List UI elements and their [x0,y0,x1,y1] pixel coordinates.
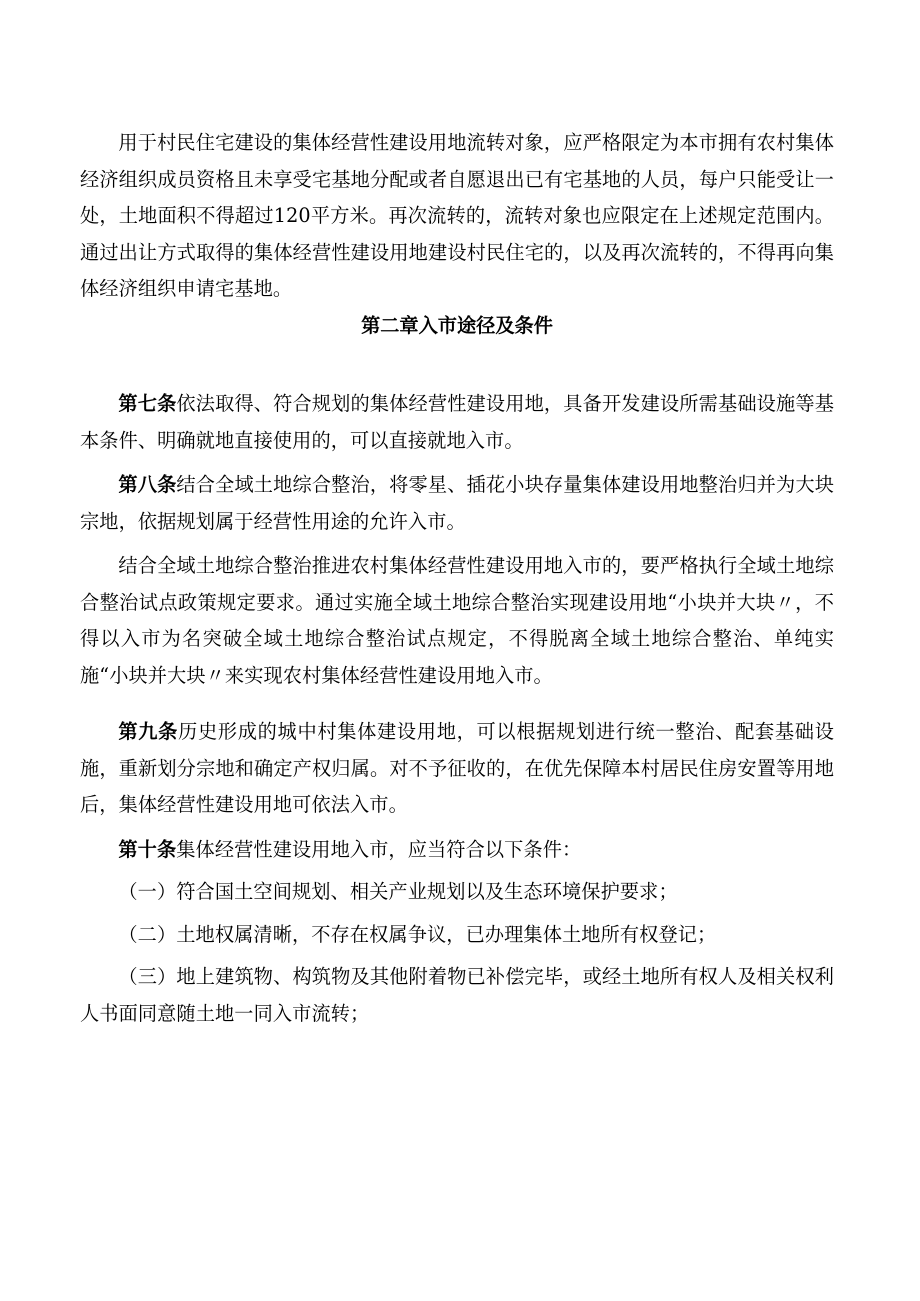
article-10-label: 第十条 [118,837,177,861]
article-10-text: 集体经营性建设用地入市，应当符合以下条件： [176,837,582,861]
article-8-label: 第八条 [118,473,177,496]
article-9-text: 历史形成的城中村集体建设用地，可以根据规划进行统一整治、配套基础设施，重新划分宗地和确定产权归属。对不予征收的，在优先保障本村居民住房安置等用地后，集体经营性建设用地可依法入市。 [80,720,834,816]
spacer [80,344,834,386]
article-7-label: 第七条 [118,392,177,415]
article-10 [80,832,834,869]
article-7-text: 依法取得、符合规划的集体经营性建设用地，具备开发建设所需基础设施等基本条件、明确就地直接使用的，可以直接就地入市。 [80,392,834,452]
paragraph-residential-transfer: 用于村民住宅建设的集体经营性建设用地流转对象，应严格限定为本市拥有农村集体经济组织成员资格且未享受宅基地分配或者自愿退出已有宅基地的人员，每户只能受让一处，土地面积不得超过120平方米。再次流转的，流转对象也应限定在上述规定范围内。通过出让方式取得的集体经营性建设用地建设村民住宅的，以及再次流转的，不得再向集体经济组织申请宅基地。 [80,131,834,300]
article-9 [80,714,834,824]
article-9-label: 第九条 [118,720,179,743]
chapter-heading: 第二章入市途径及条件 [361,313,553,337]
spacer [80,694,834,714]
condition-1: （一）符合国土空间规划、相关产业规划以及生态环境保护要求； [118,880,678,903]
article-8-text: 结合全域土地综合整治，将零星、插花小块存量集体建设用地整治归并为大块宗地，依据规划属于经营性用途的允许入市。 [80,473,834,533]
condition-2: （二）土地权属清晰，不存在权属争议，已办理集体土地所有权登记； [118,922,717,946]
spacer [80,540,834,548]
spacer [80,459,834,467]
spacer [80,824,834,832]
article-8-paragraph-2: 结合全域土地综合整治推进农村集体经营性建设用地入市的，要严格执行全域土地综合整治试点政策规定要求。通过实施全域土地综合整治实现建设用地“小块并大块〃，不得以入市为名突破全域土地综合整治试点规定，不得脱离全域土地综合整治、单纯实施“小块并大块〃来实现农村集体经营性建设用地入市。 [80,554,834,687]
condition-3: （三）地上建筑物、构筑物及其他附着物已补偿完毕，或经土地所有权人及相关权利人书面同意随土地一同入市流转； [80,965,834,1025]
article-8 [80,467,834,540]
article-7 [80,386,834,459]
